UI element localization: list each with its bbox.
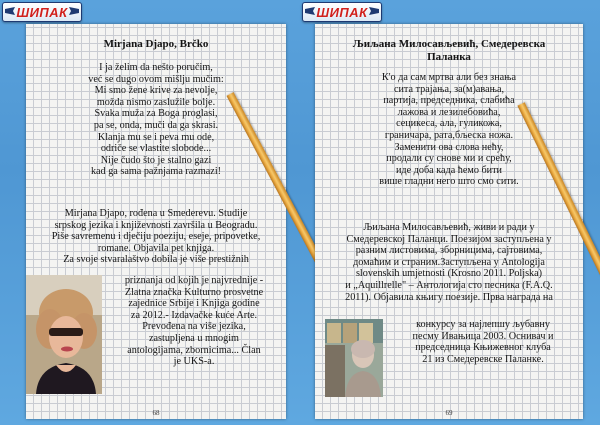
bio-line: 2011). Објавила књигу поезије. Прва награда на — [345, 291, 553, 303]
poem-line: више гладни него што смо сити. — [379, 176, 519, 188]
title-line: Љиљана Милосављевић, Смедеревска — [352, 38, 546, 50]
poem-line: лажова и лезилебовића, — [397, 106, 501, 118]
bio-line: srpskog jezika i književnosti završila u Beogradu. — [54, 219, 258, 231]
bio-line: Za svoje stvaralaštvo dobila je više prestižnih — [63, 254, 249, 266]
page-number: 68 — [152, 409, 160, 417]
poem-line: К'о да сам мртва али без знања — [381, 72, 517, 83]
wing-icon — [369, 7, 379, 15]
bio-line: antologijama, zbornicima... Član — [127, 344, 261, 356]
author-bio-continued — [385, 319, 581, 365]
bio-line: 21 из Смедеревске Паланке. — [422, 353, 544, 365]
bio-line: Piše savremenu i dječiju poeziju, eseje, pripovetke, — [51, 231, 261, 243]
poem-line: граничара, рата,бљеска ножа. — [384, 129, 514, 141]
poem-line: продали су снове ми и срећу, — [386, 153, 512, 165]
poem-line: I ja želim da nešto poručim, — [99, 62, 213, 73]
author-bio — [315, 222, 583, 303]
logo-text: ШИПАК — [316, 4, 368, 20]
bio-line: Смедеревској Паланци. Поезијом заступљена у — [346, 233, 552, 245]
poem-line: već se dugo ovom mišlju mučim: — [88, 73, 224, 85]
author-photo — [325, 319, 383, 397]
bio-line: romane. Objavila pet knjiga. — [97, 242, 215, 254]
author-title — [315, 38, 583, 64]
poem-line: Nije čudo što je stalno gazi — [100, 154, 212, 166]
page-left — [26, 24, 286, 419]
author-title: Mirjana Djapo, Brčko — [103, 38, 209, 50]
author-bio — [26, 208, 286, 266]
bio-line: Mirjana Djapo, rođena u Smederevu. Studije — [64, 208, 248, 219]
poem-line: Svaka muža za Boga proglasi, — [94, 108, 218, 120]
bio-line: песму Ивањица 2003. Оснивач и — [412, 330, 554, 342]
poem-line: kad ga sama pažnjama razmazi! — [90, 166, 222, 178]
bio-line: домаћим и страним.Заступљена у Antologija — [353, 256, 545, 268]
bio-line: priznanja od kojih je najvrednije - — [124, 275, 264, 286]
bio-line: Љиљана Милосављевић, живи и ради у — [363, 222, 535, 233]
bio-line: slovenskih umjetnosti (Krosno 2011. Poljska) — [355, 268, 543, 280]
bio-line: Prevođena na više jezika, — [142, 321, 246, 333]
magazine-logo-left — [2, 2, 82, 22]
magazine-logo-right — [302, 2, 382, 22]
poem-line: Заменити ова слова нећу, — [394, 141, 504, 153]
portrait-image — [26, 275, 102, 394]
poem-line: Klanja mu se i peva mu ode, — [97, 131, 215, 143]
bio-line: zajednice Srbije i Knjiga godine — [128, 298, 260, 310]
author-photo — [26, 275, 102, 394]
poem-line: сита трајања, за(м)авања, — [393, 83, 505, 95]
poem-line: odriče se vlastite slobode... — [100, 143, 212, 155]
bio-line: je UKS-a. — [173, 356, 215, 368]
poem-line: партија, председника, слабића — [383, 95, 515, 107]
author-bio-continued — [104, 275, 284, 368]
page-right — [315, 24, 583, 419]
poem — [315, 72, 583, 188]
poem — [26, 62, 286, 178]
bio-line: za 2012.- Izdavačke kuće Arte. — [130, 309, 258, 321]
poem-line: сецикеса, ала, гуликожа, — [396, 118, 502, 130]
bio-line: председница Књижевног клуба — [415, 342, 551, 354]
bio-line: и „Aquillrelle" – Антологија сто песника (F.A.Q. — [345, 279, 553, 291]
bio-line: zastupljena u mnogim — [149, 332, 239, 344]
poem-line: možda nismo zaslužile bolje. — [96, 96, 216, 108]
logo-text: ШИПАК — [16, 4, 68, 20]
wing-icon — [69, 7, 79, 15]
bio-line: конкурсу за најлепшу љубавну — [416, 319, 550, 330]
page-number: 69 — [445, 409, 453, 417]
poem-line: иде доба када ћемо бити — [395, 164, 503, 176]
bio-line: Zlatna značka Kulturno prosvetne — [124, 286, 264, 298]
poem-line: pa se, onda, muči da ga skrasi. — [93, 119, 219, 131]
bio-line: разним листовима, зборницима, сајтовима, — [355, 245, 543, 257]
wing-icon — [5, 7, 15, 15]
wing-icon — [305, 7, 315, 15]
title-line: Паланка — [427, 51, 471, 63]
poem-line: Mi smo žene krive za nevolje, — [94, 85, 218, 97]
portrait-image — [325, 319, 383, 397]
